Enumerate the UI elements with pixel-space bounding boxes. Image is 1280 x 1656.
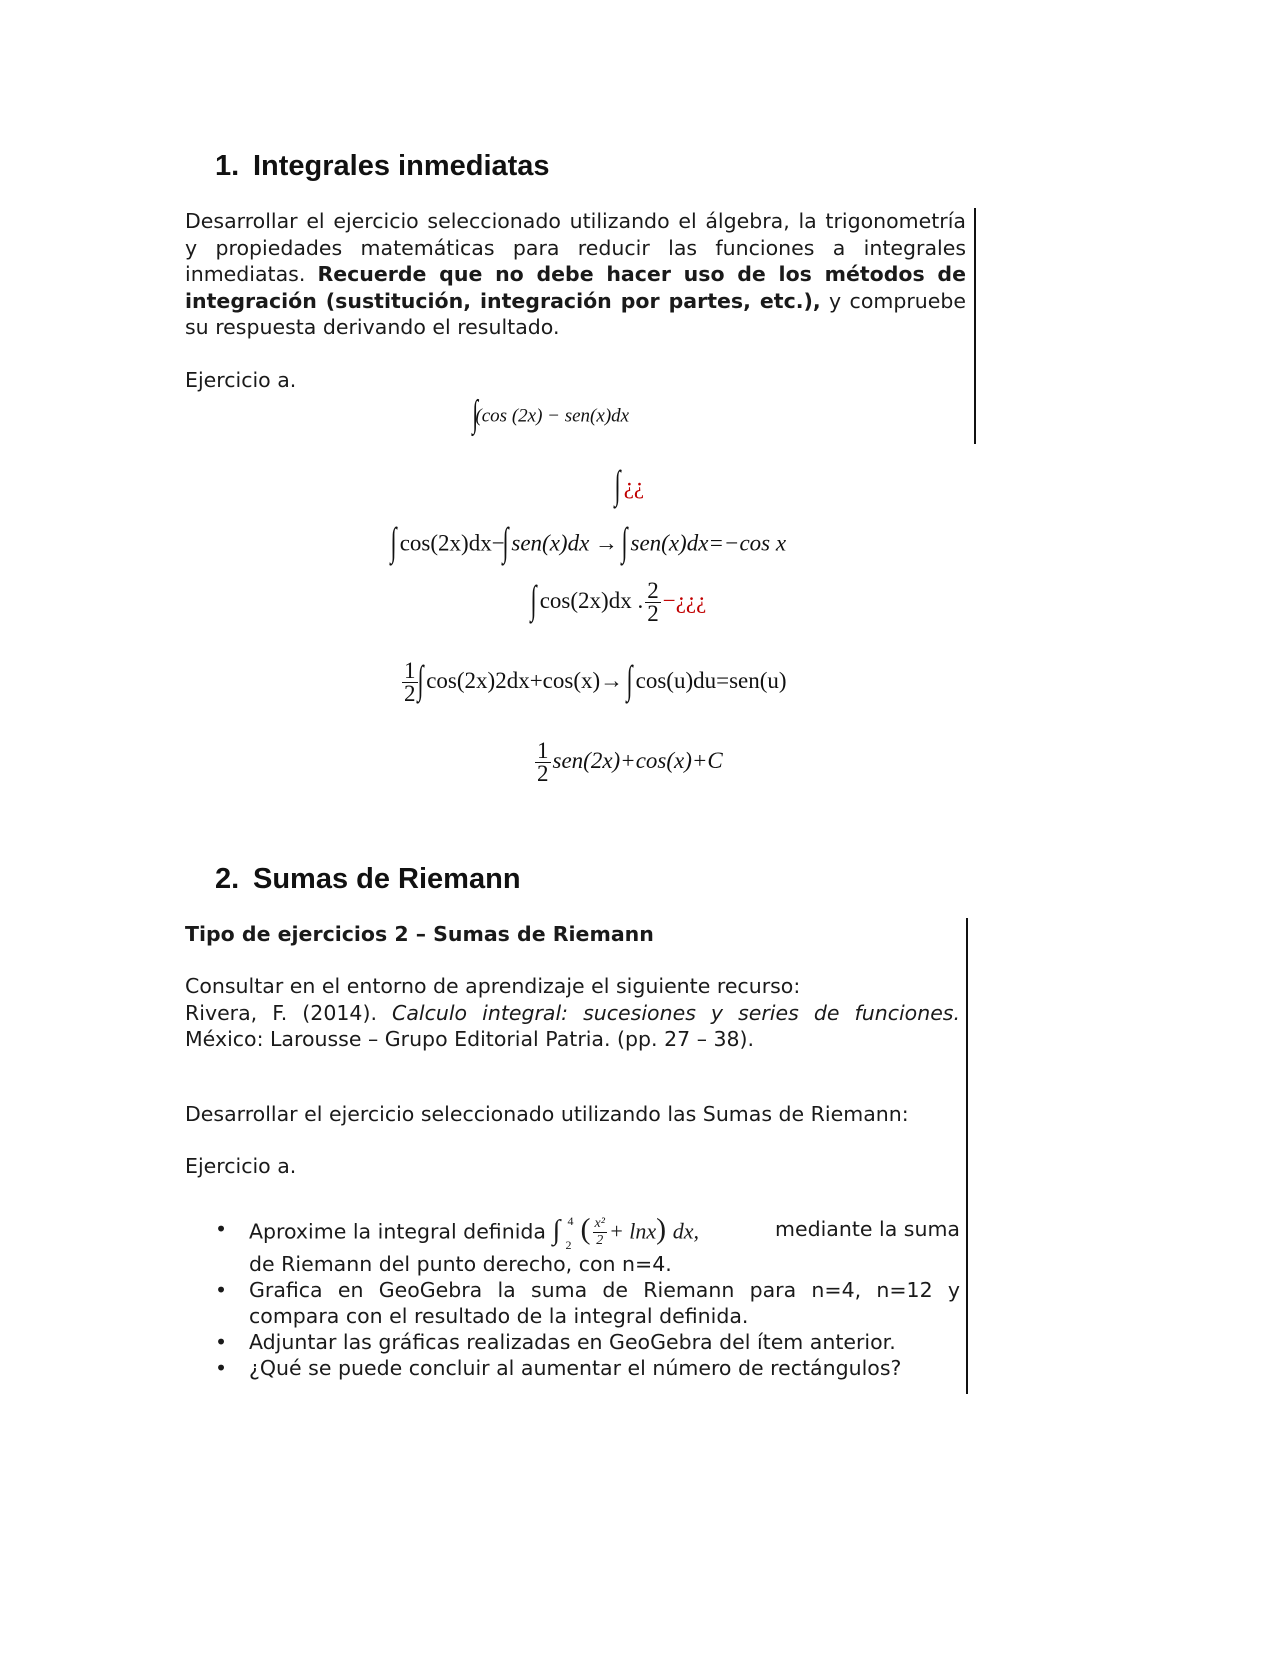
develop-line: Desarrollar el ejercicio seleccionado utilizando las Sumas de Riemann:	[185, 1102, 909, 1126]
section2-reference	[185, 973, 960, 1053]
step5-part-a: sen(2x)+cos(x)+C	[552, 747, 723, 773]
fraction-denominator: 2	[404, 681, 416, 706]
step3-red-marks: ¿¿¿	[675, 587, 707, 613]
integral-sign: ∫	[614, 462, 621, 507]
step4-fraction	[402, 660, 418, 705]
step1-red-marks: ¿¿	[623, 473, 645, 499]
integral-sign: ∫	[621, 519, 628, 564]
bullet4-text: ¿Qué se puede concluir al aumentar el número de rectángulos?	[249, 1356, 902, 1380]
step5-fraction	[535, 740, 551, 785]
given-integral-body: (cos (2x) − sen(x)dx	[475, 405, 630, 427]
fraction-denominator: 2	[596, 1233, 604, 1248]
open-paren: (	[580, 1212, 591, 1246]
instruction-bold: Recuerde que no debe hacer uso de los métodos de integración (sustitución, integración por partes, etc.),	[185, 262, 966, 313]
step3-fraction	[645, 580, 661, 625]
fraction-numerator: 1	[404, 658, 416, 683]
upper-limit: 4	[567, 1213, 574, 1228]
section1-title: Integrales inmediatas	[253, 150, 550, 182]
step3-part-a: cos(2x)dx .	[539, 587, 644, 613]
step2-part-a: cos(2x)dx−	[399, 530, 505, 556]
bullet-dot: •	[215, 1330, 228, 1354]
bullet1-post: mediante la suma	[775, 1217, 960, 1241]
fraction-numerator: 2	[647, 578, 659, 603]
definite-integral	[552, 1213, 581, 1252]
section1-border-line	[974, 208, 976, 444]
step2-part-b: sen(x)dx →	[511, 530, 619, 556]
step3-minus: −	[662, 587, 676, 613]
integral-sign: ∫	[472, 393, 479, 435]
integrand-tail: + lnx	[608, 1218, 657, 1244]
fraction-numerator: 1	[537, 738, 549, 763]
reference-line	[185, 1000, 960, 1027]
bullet3-text: Adjuntar las gráficas realizadas en GeoGebra del ítem anterior.	[249, 1330, 896, 1354]
section2-border-line	[966, 918, 968, 1394]
integral-sign: ∫	[390, 519, 397, 564]
instruction-normal: Desarrollar el ejercicio seleccionado utilizando el álgebra, la trigonometría y propiedades matemáticas para reducir las funciones a integrales inmediatas.	[185, 209, 966, 286]
instruction-tail: y compruebe su respuesta derivando el resultado.	[185, 288, 966, 339]
consult-line: Consultar en el entorno de aprendizaje el siguiente recurso:	[185, 974, 801, 998]
integral-sign: ∫	[626, 656, 633, 702]
bullet-dot: •	[215, 1356, 228, 1380]
step4	[400, 656, 787, 706]
reference-start: Rivera, F. (2014).	[185, 1000, 393, 1025]
section1-instruction	[185, 208, 966, 341]
step2-part-c: sen(x)dx=−cos x	[630, 530, 787, 556]
differential: dx,	[672, 1218, 699, 1244]
section2-title: Sumas de Riemann	[253, 863, 521, 895]
fraction-numerator: x²	[594, 1216, 605, 1231]
bullet-item-2	[215, 1277, 960, 1329]
bullet-item-4	[215, 1355, 960, 1381]
close-paren: )	[656, 1212, 667, 1246]
section2-type-heading: Tipo de ejercicios 2 – Sumas de Riemann	[185, 922, 654, 946]
lower-limit: 2	[565, 1237, 572, 1252]
section1-heading	[215, 150, 550, 183]
bullet-dot: •	[215, 1217, 228, 1241]
given-integral	[472, 393, 630, 436]
step3	[530, 576, 707, 626]
bullet2-text: Grafica en GeoGebra la suma de Riemann para n=4, n=12 y compara con el resultado de la integral definida.	[249, 1278, 960, 1328]
fraction-denominator: 2	[647, 601, 659, 626]
section2-heading	[215, 863, 521, 896]
integral-sign: ∫	[552, 1214, 561, 1246]
step4-part-b: cos(u)du=sen(u)	[635, 667, 787, 693]
bullet1-line2: de Riemann del punto derecho, con n=4.	[249, 1252, 672, 1276]
section2-exercise-label: Ejercicio a.	[185, 1154, 297, 1178]
bullet-item-1	[215, 1212, 960, 1277]
bullet1-pre: Aproxime la integral definida	[249, 1219, 546, 1244]
reference-title: Calculo integral: sucesiones y series de funciones.	[392, 1000, 961, 1025]
step4-part-a: cos(2x)2dx+cos(x)→	[426, 667, 624, 693]
bullet-dot: •	[215, 1278, 228, 1302]
step2	[390, 519, 787, 565]
section1-number: 1.	[215, 150, 240, 182]
integral-sign: ∫	[530, 576, 537, 622]
integrand-fraction	[593, 1216, 607, 1249]
reference-end: México: Larousse – Grupo Editorial Patria. (pp. 27 – 38).	[185, 1027, 755, 1051]
integral-sign: ∫	[416, 656, 424, 702]
integral-sign: ∫	[502, 519, 509, 564]
step1	[614, 462, 645, 508]
fraction-denominator: 2	[537, 761, 549, 786]
section2-number: 2.	[215, 863, 240, 895]
bullet-item-3	[215, 1329, 960, 1355]
step5	[533, 740, 723, 785]
section1-exercise-label: Ejercicio a.	[185, 368, 297, 392]
